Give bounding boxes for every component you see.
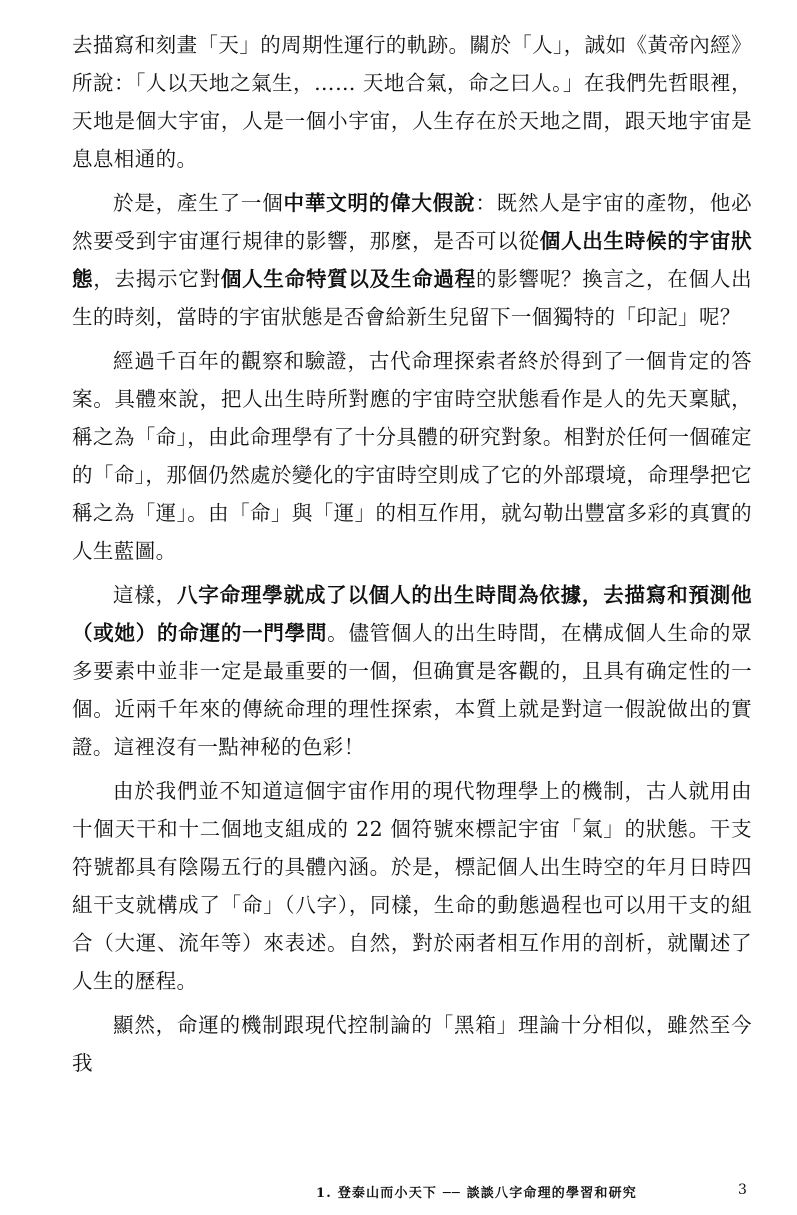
paragraph — [72, 184, 752, 336]
bold-text-segment: 個人出生時候的宇宙狀態 — [72, 229, 752, 291]
text-segment: 去描寫和刻畫「天」的周期性運行的軌跡。關於「人」，誠如《黃帝內經》所說：「人以天地之氣生，…… 天地合氣，命之曰人。」在我們先哲眼裡，天地是個大宇宙，人是一個小宇宙，人生存在於天地之間，跟天地宇宙是息息相通的。 — [72, 33, 752, 171]
text-segment: 經過千百年的觀察和驗證，古代命理探索者終於得到了一個肯定的答案。具體來說，把人出生時所對應的宇宙時空狀態看作是人的先天稟賦，稱之為「命」，由此命理學有了十分具體的研究對象。相對於任何一個確定的「命」，那個仍然處於變化的宇宙時空則成了它的外部環境，命理學把它稱之為「運」。由「命」與「運」的相互作用，就勾勒出豐富多彩的真實的人生藍圖。 — [72, 349, 752, 563]
page-footer — [0, 1176, 797, 1206]
paragraph — [72, 772, 752, 1000]
text-segment: 這樣， — [113, 583, 177, 607]
bold-text-segment: 中華文明的偉大假說 — [283, 191, 476, 215]
paragraph — [72, 576, 752, 766]
text-segment: 顯然，命運的機制跟現代控制論的「黑箱」理論十分相似，雖然至今我 — [72, 1013, 752, 1075]
paragraph — [72, 1006, 752, 1082]
paragraph — [72, 342, 752, 570]
bold-text-segment: 個人生命特質以及生命過程 — [220, 267, 476, 291]
text-segment: 由於我們並不知道這個宇宙作用的現代物理學上的機制，古人就用由十個天干和十二個地支組成的 22 個符號來標記宇宙「氣」的狀態。干支符號都具有陰陽五行的具體內涵。於是，標記個人出生時空的年月日時四組干支就構成了「命」（八字），同樣，生命的動態過程也可以用干支的組合（大運、流年等）來表述。自然，對於兩者相互作用的剖析，就闡述了人生的歷程。 — [72, 779, 752, 993]
body-text — [72, 26, 752, 1088]
page-number: 3 — [738, 1182, 747, 1198]
text-segment: 於是，產生了一個 — [113, 191, 284, 215]
text-segment: 。儘管個人的出生時間，在構成個人生命的眾多要素中並非一定是最重要的一個，但确實是客觀的，且具有确定性的一個。近兩千年來的傳統命理的理性探索，本質上就是對這一假說做出的實證。這裡沒有一點神秘的色彩！ — [72, 621, 752, 759]
bold-text-segment: 八字命理學就成了以個人的出生時間為依據，去描寫和預測他（或她）的命運的一門學問 — [72, 583, 752, 645]
text-segment: ：既然人是宇宙的產物，他必然要受到宇宙運行規律的影響，那麼，是否可以從 — [72, 191, 753, 253]
running-footer-title: 1. 登泰山而小天下 ── 談談八字命理的學習和研究 — [316, 1186, 638, 1201]
text-segment: ，去揭示它對 — [93, 267, 221, 291]
text-segment: 的影響呢？換言之，在個人出生的時刻，當時的宇宙狀態是否會給新生兒留下一個獨特的「印記」呢？ — [72, 267, 752, 329]
paragraph — [72, 26, 752, 178]
